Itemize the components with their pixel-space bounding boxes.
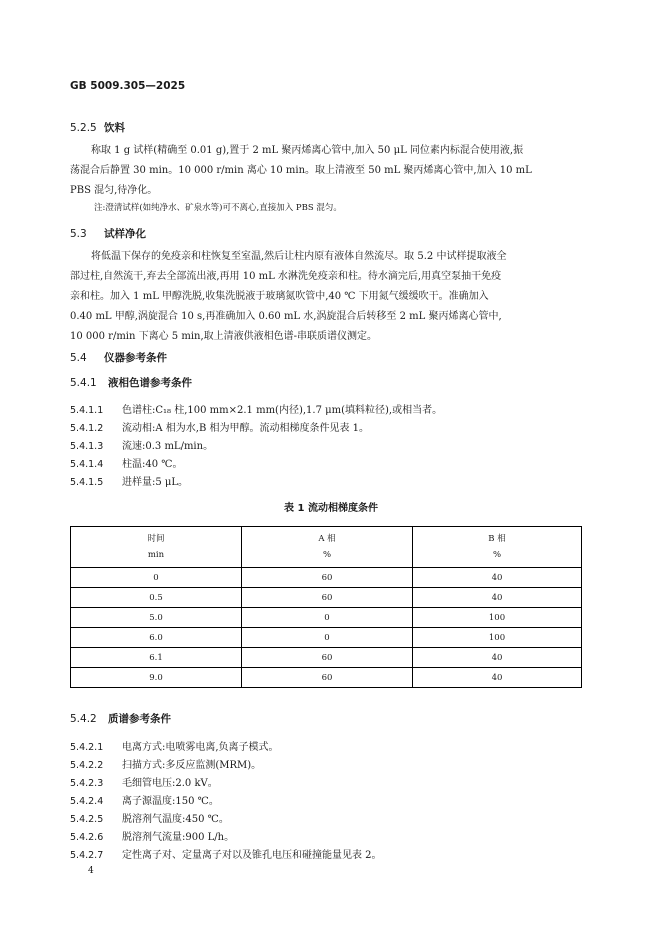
header-unit: % xyxy=(322,550,332,560)
paragraph-line: 0.40 mL 甲醇,涡旋混合 10 s,再准确加入 0.60 mL 水,涡旋混合后转移至 2 mL 聚丙烯离心管中, xyxy=(70,311,502,322)
item-number: 5.4.2.3 xyxy=(70,778,104,789)
table-cell: 60 xyxy=(242,648,413,668)
item-text: 流速:0.3 mL/min。 xyxy=(122,441,214,452)
table-cell: 0 xyxy=(71,568,242,588)
list-item xyxy=(70,810,229,825)
item-text: 电离方式:电喷雾电离,负离子模式。 xyxy=(122,742,279,753)
item-number: 5.4.2.1 xyxy=(70,742,104,753)
table-row xyxy=(71,628,582,648)
page-number: 4 xyxy=(88,866,94,876)
item-text: 进样量:5 μL。 xyxy=(122,477,189,488)
list-item xyxy=(70,792,219,807)
item-text: 脱溶剂气流量:900 L/h。 xyxy=(122,832,235,843)
table-cell: 40 xyxy=(413,568,582,588)
item-number: 5.4.1.3 xyxy=(70,441,104,452)
paragraph-line: 亲和柱。加入 1 mL 甲醇洗脱,收集洗脱液于玻璃氮吹管中,40 ℃ 下用氮气缓缓吹干。准确加入 xyxy=(70,291,489,302)
list-item xyxy=(70,846,382,861)
list-item xyxy=(70,419,369,434)
header-name: A 相 xyxy=(318,534,336,544)
table-row xyxy=(71,668,582,688)
paragraph-line: 10 000 r/min 下离心 5 min,取上清液供液相色谱-串联质谱仪测定。 xyxy=(70,331,378,342)
table-cell: 9.0 xyxy=(71,668,242,688)
section-number: 5.2.5 xyxy=(70,122,97,134)
section-title: 饮料 xyxy=(104,122,125,134)
section-heading-5-2-5 xyxy=(70,120,125,135)
table-cell: 100 xyxy=(413,608,582,628)
table-cell: 100 xyxy=(413,628,582,648)
table-row xyxy=(71,588,582,608)
table-cell: 40 xyxy=(413,588,582,608)
section-heading-5-3 xyxy=(70,226,146,241)
table-cell: 60 xyxy=(242,668,413,688)
paragraph-5-2-5 xyxy=(70,141,585,201)
table-cell: 6.0 xyxy=(71,628,242,648)
table-cell: 60 xyxy=(242,568,413,588)
item-text: 柱温:40 ℃。 xyxy=(122,459,183,470)
item-number: 5.4.1.5 xyxy=(70,477,104,488)
table-row xyxy=(71,568,582,588)
section-title: 仪器参考条件 xyxy=(104,352,167,364)
item-number: 5.4.2.4 xyxy=(70,796,104,807)
section-heading-5-4 xyxy=(70,350,167,365)
header-name: 时间 xyxy=(147,534,165,544)
table-cell: 5.0 xyxy=(71,608,242,628)
table-cell: 0 xyxy=(242,608,413,628)
list-item xyxy=(70,828,234,843)
table-row xyxy=(71,608,582,628)
table-caption: 表 1 流动相梯度条件 xyxy=(284,503,378,514)
paragraph-line: 荡混合后静置 30 min。10 000 r/min 离心 10 min。取上清液至 50 mL 聚丙烯离心管中,加入 10 mL xyxy=(70,165,532,176)
section-number: 5.4 xyxy=(70,352,87,364)
list-item xyxy=(70,756,261,771)
table-cell: 0 xyxy=(242,628,413,648)
list-item xyxy=(70,473,188,488)
paragraph-line: 称取 1 g 试样(精确至 0.01 g),置于 2 mL 聚丙烯离心管中,加入 50 μL 同位素内标混合使用液,振 xyxy=(91,145,524,156)
item-number: 5.4.2.6 xyxy=(70,832,104,843)
section-title: 试样净化 xyxy=(104,228,146,240)
table-cell: 6.1 xyxy=(71,648,242,668)
item-text: 流动相:A 相为水,B 相为甲醇。流动相梯度条件见表 1。 xyxy=(122,423,370,434)
table-cell: 60 xyxy=(242,588,413,608)
item-number: 5.4.1.4 xyxy=(70,459,104,470)
table-header-row xyxy=(71,527,582,568)
header-unit: % xyxy=(492,550,502,560)
item-text: 色谱柱:C₁₈ 柱,100 mm×2.1 mm(内径),1.7 μm(填料粒径),或相当者。 xyxy=(122,405,443,416)
item-text: 定性离子对、定量离子对以及锥孔电压和碰撞能量见表 2。 xyxy=(122,850,382,861)
section-number: 5.4.1 xyxy=(70,377,97,389)
section-title: 液相色谱参考条件 xyxy=(108,377,192,389)
paragraph-line: 部过柱,自然流干,弃去全部流出液,再用 10 mL 水淋洗免疫亲和柱。待水滴完后,用真空泵抽干免疫 xyxy=(70,271,502,282)
item-text: 离子源温度:150 ℃。 xyxy=(122,796,219,807)
section-number: 5.3 xyxy=(70,228,87,240)
note-5-2-5: 注:澄清试样(如纯净水、矿泉水等)可不离心,直接加入 PBS 混匀。 xyxy=(94,203,342,213)
section-title: 质谱参考条件 xyxy=(108,713,171,725)
column-header-b xyxy=(413,527,582,568)
header-name: B 相 xyxy=(488,534,506,544)
table-cell: 40 xyxy=(413,668,582,688)
list-item xyxy=(70,401,442,416)
section-heading-5-4-2 xyxy=(70,711,171,726)
section-number: 5.4.2 xyxy=(70,713,97,725)
paragraph-line: PBS 混匀,待净化。 xyxy=(70,185,158,196)
list-item xyxy=(70,738,279,753)
item-number: 5.4.2.2 xyxy=(70,760,104,771)
table-row xyxy=(71,648,582,668)
item-number: 5.4.2.7 xyxy=(70,850,104,861)
item-number: 5.4.2.5 xyxy=(70,814,104,825)
table-cell: 0.5 xyxy=(71,588,242,608)
section-heading-5-4-1 xyxy=(70,375,192,390)
list-item xyxy=(70,774,218,789)
column-header-a xyxy=(242,527,413,568)
item-text: 毛细管电压:2.0 kV。 xyxy=(122,778,218,789)
item-number: 5.4.1.2 xyxy=(70,423,104,434)
item-text: 扫描方式:多反应监测(MRM)。 xyxy=(122,760,262,771)
gradient-table xyxy=(70,526,582,688)
paragraph-5-3 xyxy=(70,247,585,347)
list-item xyxy=(70,455,182,470)
list-item xyxy=(70,437,213,452)
header-unit: min xyxy=(147,550,165,560)
table-cell: 40 xyxy=(413,648,582,668)
item-number: 5.4.1.1 xyxy=(70,405,104,416)
standard-header: GB 5009.305—2025 xyxy=(70,80,186,92)
column-header-time xyxy=(71,527,242,568)
paragraph-line: 将低温下保存的免疫亲和柱恢复至室温,然后让柱内原有液体自然流尽。取 5.2 中试样提取液全 xyxy=(91,251,507,262)
item-text: 脱溶剂气温度:450 ℃。 xyxy=(122,814,229,825)
